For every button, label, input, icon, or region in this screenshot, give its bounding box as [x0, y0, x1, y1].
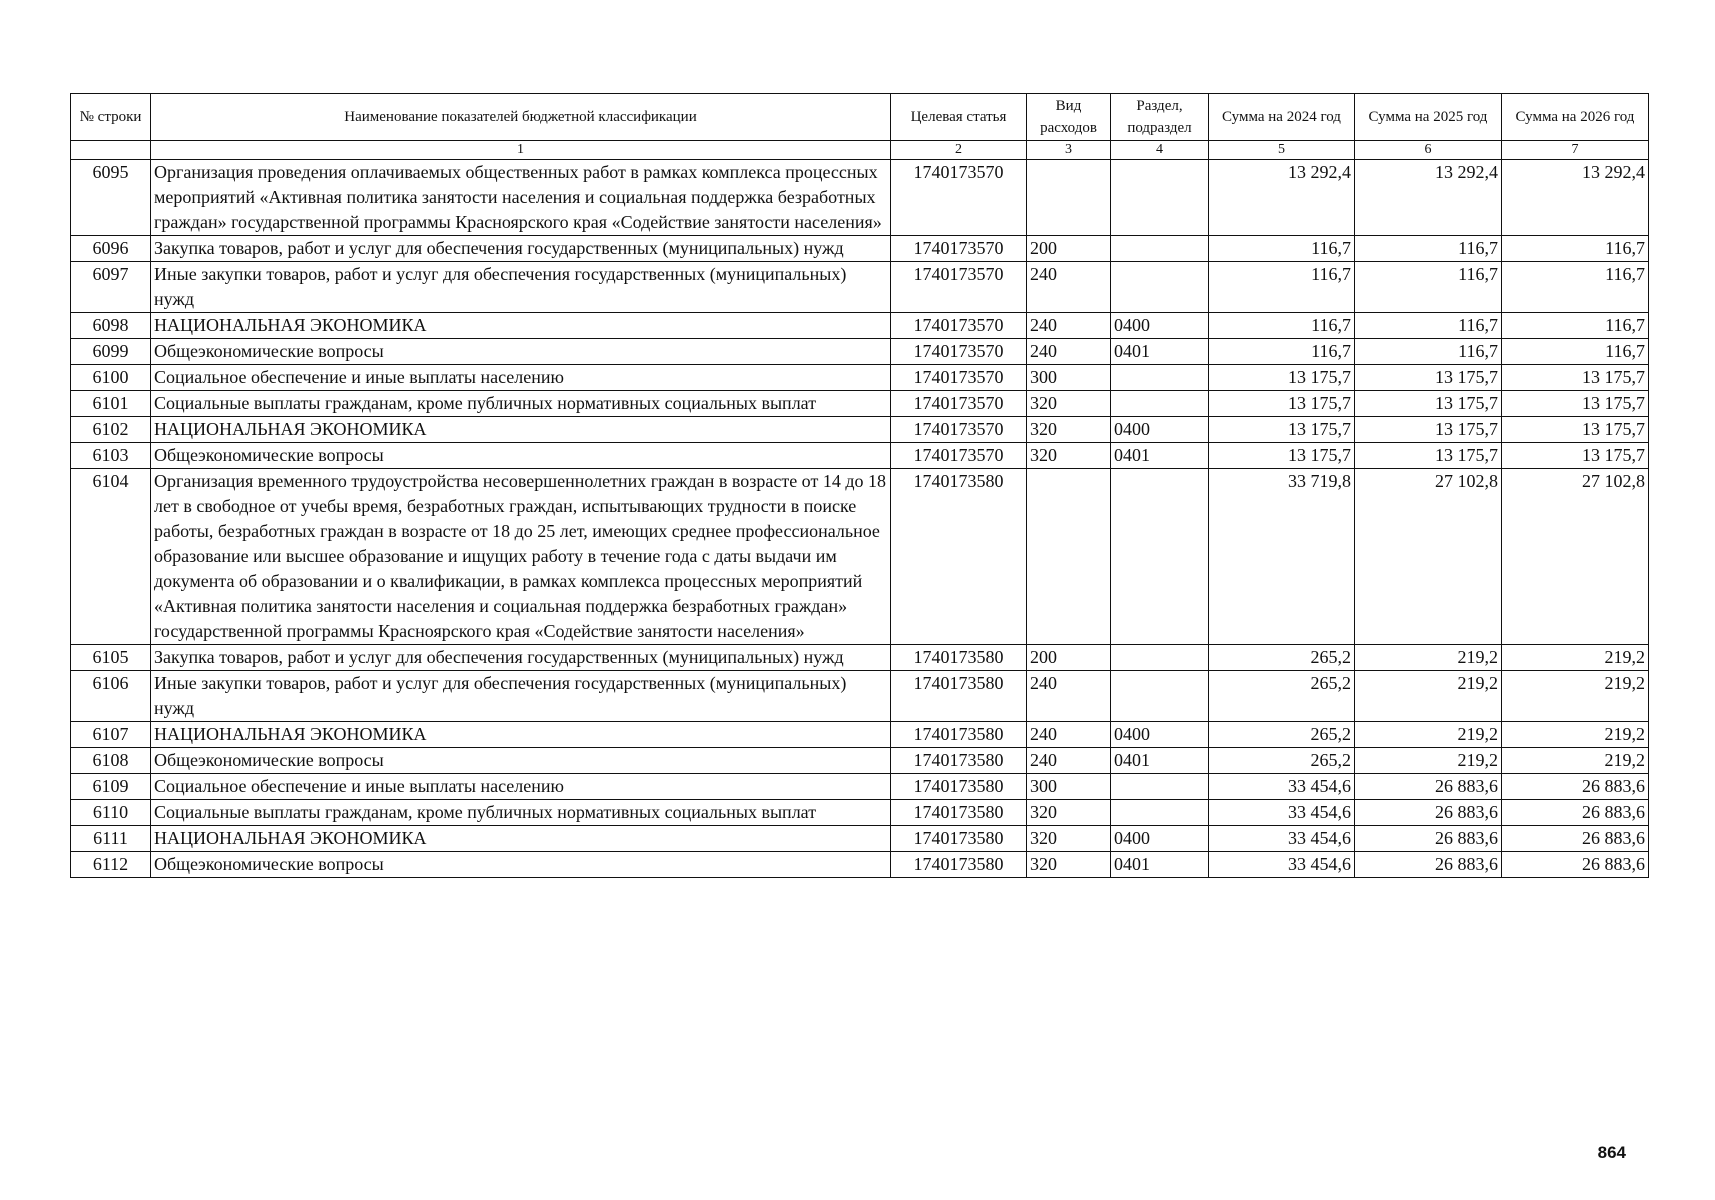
column-number: 6	[1355, 141, 1502, 160]
indicator-name-cell: Организация проведения оплачиваемых общественных работ в рамках комплекса процессных мероприятий «Активная политика занятости населения и социальная поддержка безработных граждан» государственной программы Красноярского края «Содействие занятости населения»	[151, 160, 891, 236]
expense-kind-cell: 240	[1027, 313, 1111, 339]
header-row-number: № строки	[71, 94, 151, 141]
indicator-name-cell: Закупка товаров, работ и услуг для обеспечения государственных (муниципальных) нужд	[151, 236, 891, 262]
target-article-cell: 1740173570	[891, 417, 1027, 443]
sum-2025-cell: 13 292,4	[1355, 160, 1502, 236]
sum-2026-cell: 219,2	[1502, 748, 1649, 774]
table-row	[71, 262, 1649, 313]
target-article-cell: 1740173580	[891, 722, 1027, 748]
table-row	[71, 469, 1649, 645]
target-article-cell: 1740173570	[891, 160, 1027, 236]
table-row	[71, 722, 1649, 748]
table-row	[71, 443, 1649, 469]
target-article-cell: 1740173570	[891, 339, 1027, 365]
table-row	[71, 645, 1649, 671]
sum-2025-cell: 27 102,8	[1355, 469, 1502, 645]
sum-2025-cell: 116,7	[1355, 236, 1502, 262]
expense-kind-cell: 200	[1027, 236, 1111, 262]
sum-2026-cell: 116,7	[1502, 313, 1649, 339]
row-number-cell: 6101	[71, 391, 151, 417]
section-cell: 0400	[1111, 722, 1209, 748]
row-number-cell: 6104	[71, 469, 151, 645]
indicator-name-cell: Закупка товаров, работ и услуг для обеспечения государственных (муниципальных) нужд	[151, 645, 891, 671]
sum-2024-cell: 265,2	[1209, 645, 1355, 671]
table-header	[71, 94, 1649, 160]
sum-2025-cell: 116,7	[1355, 262, 1502, 313]
header-sum-2026: Сумма на 2026 год	[1502, 94, 1649, 141]
target-article-cell: 1740173580	[891, 671, 1027, 722]
section-cell	[1111, 469, 1209, 645]
row-number-cell: 6105	[71, 645, 151, 671]
column-number: 1	[151, 141, 891, 160]
sum-2024-cell: 33 454,6	[1209, 774, 1355, 800]
expense-kind-cell: 320	[1027, 826, 1111, 852]
table-row	[71, 826, 1649, 852]
sum-2025-cell: 219,2	[1355, 671, 1502, 722]
sum-2025-cell: 26 883,6	[1355, 800, 1502, 826]
sum-2026-cell: 26 883,6	[1502, 826, 1649, 852]
sum-2025-cell: 13 175,7	[1355, 443, 1502, 469]
section-cell	[1111, 391, 1209, 417]
section-cell: 0401	[1111, 852, 1209, 878]
indicator-name-cell: Социальные выплаты гражданам, кроме публичных нормативных социальных выплат	[151, 800, 891, 826]
sum-2024-cell: 116,7	[1209, 236, 1355, 262]
row-number-cell: 6098	[71, 313, 151, 339]
expense-kind-cell: 320	[1027, 417, 1111, 443]
sum-2024-cell: 116,7	[1209, 313, 1355, 339]
indicator-name-cell: Общеэкономические вопросы	[151, 443, 891, 469]
table-row	[71, 236, 1649, 262]
sum-2024-cell: 13 175,7	[1209, 391, 1355, 417]
indicator-name-cell: Организация временного трудоустройства несовершеннолетних граждан в возрасте от 14 до 18 лет в свободное от учебы время, безработных граждан, испытывающих трудности в поиске работы, безработных граждан в возрасте от 18 до 25 лет, имеющих среднее профессиональное образование или высшее образование и ищущих работу в течение года с даты выдачи им документа об образовании и о квалификации, в рамках комплекса процессных мероприятий «Активная политика занятости населения и социальная поддержка безработных граждан» государственной программы Красноярского края «Содействие занятости населения»	[151, 469, 891, 645]
sum-2025-cell: 219,2	[1355, 645, 1502, 671]
sum-2024-cell: 116,7	[1209, 339, 1355, 365]
budget-classification-table	[70, 93, 1649, 878]
sum-2025-cell: 26 883,6	[1355, 826, 1502, 852]
expense-kind-cell: 240	[1027, 671, 1111, 722]
target-article-cell: 1740173570	[891, 365, 1027, 391]
sum-2025-cell: 116,7	[1355, 313, 1502, 339]
target-article-cell: 1740173580	[891, 852, 1027, 878]
sum-2024-cell: 116,7	[1209, 262, 1355, 313]
sum-2026-cell: 219,2	[1502, 645, 1649, 671]
sum-2026-cell: 219,2	[1502, 722, 1649, 748]
sum-2026-cell: 219,2	[1502, 671, 1649, 722]
target-article-cell: 1740173570	[891, 443, 1027, 469]
column-number: 3	[1027, 141, 1111, 160]
sum-2026-cell: 116,7	[1502, 339, 1649, 365]
sum-2026-cell: 13 175,7	[1502, 365, 1649, 391]
sum-2024-cell: 33 454,6	[1209, 826, 1355, 852]
section-cell	[1111, 774, 1209, 800]
target-article-cell: 1740173580	[891, 774, 1027, 800]
section-cell: 0400	[1111, 313, 1209, 339]
target-article-cell: 1740173580	[891, 826, 1027, 852]
section-cell: 0400	[1111, 417, 1209, 443]
table-row	[71, 671, 1649, 722]
sum-2025-cell: 26 883,6	[1355, 774, 1502, 800]
row-number-cell: 6109	[71, 774, 151, 800]
sum-2025-cell: 26 883,6	[1355, 852, 1502, 878]
header-sum-2024: Сумма на 2024 год	[1209, 94, 1355, 141]
sum-2026-cell: 26 883,6	[1502, 774, 1649, 800]
target-article-cell: 1740173570	[891, 313, 1027, 339]
indicator-name-cell: Общеэкономические вопросы	[151, 748, 891, 774]
indicator-name-cell: Социальные выплаты гражданам, кроме публичных нормативных социальных выплат	[151, 391, 891, 417]
sum-2024-cell: 13 292,4	[1209, 160, 1355, 236]
table-row	[71, 417, 1649, 443]
table-row	[71, 365, 1649, 391]
expense-kind-cell: 240	[1027, 262, 1111, 313]
row-number-cell: 6096	[71, 236, 151, 262]
indicator-name-cell: Иные закупки товаров, работ и услуг для обеспечения государственных (муниципальных) нужд	[151, 671, 891, 722]
expense-kind-cell: 240	[1027, 339, 1111, 365]
row-number-cell: 6106	[71, 671, 151, 722]
table-row	[71, 160, 1649, 236]
table-row	[71, 800, 1649, 826]
sum-2025-cell: 13 175,7	[1355, 365, 1502, 391]
sum-2025-cell: 13 175,7	[1355, 391, 1502, 417]
sum-2024-cell: 265,2	[1209, 671, 1355, 722]
sum-2026-cell: 13 175,7	[1502, 443, 1649, 469]
expense-kind-cell: 240	[1027, 722, 1111, 748]
sum-2024-cell: 33 454,6	[1209, 800, 1355, 826]
column-number: 2	[891, 141, 1027, 160]
sum-2025-cell: 219,2	[1355, 722, 1502, 748]
expense-kind-cell: 320	[1027, 800, 1111, 826]
section-cell	[1111, 160, 1209, 236]
table-row	[71, 774, 1649, 800]
row-number-cell: 6100	[71, 365, 151, 391]
column-number	[71, 141, 151, 160]
row-number-cell: 6108	[71, 748, 151, 774]
indicator-name-cell: НАЦИОНАЛЬНАЯ ЭКОНОМИКА	[151, 417, 891, 443]
indicator-name-cell: Иные закупки товаров, работ и услуг для обеспечения государственных (муниципальных) нужд	[151, 262, 891, 313]
sum-2026-cell: 13 175,7	[1502, 417, 1649, 443]
sum-2026-cell: 26 883,6	[1502, 800, 1649, 826]
expense-kind-cell: 320	[1027, 852, 1111, 878]
header-sum-2025: Сумма на 2025 год	[1355, 94, 1502, 141]
header-expense-kind: Вид расходов	[1027, 94, 1111, 141]
section-cell	[1111, 236, 1209, 262]
row-number-cell: 6102	[71, 417, 151, 443]
section-cell	[1111, 262, 1209, 313]
sum-2026-cell: 116,7	[1502, 236, 1649, 262]
target-article-cell: 1740173580	[891, 469, 1027, 645]
expense-kind-cell	[1027, 160, 1111, 236]
header-target-article: Целевая статья	[891, 94, 1027, 141]
column-number: 4	[1111, 141, 1209, 160]
target-article-cell: 1740173580	[891, 800, 1027, 826]
sum-2025-cell: 13 175,7	[1355, 417, 1502, 443]
sum-2026-cell: 13 175,7	[1502, 391, 1649, 417]
row-number-cell: 6097	[71, 262, 151, 313]
row-number-cell: 6103	[71, 443, 151, 469]
sum-2024-cell: 13 175,7	[1209, 443, 1355, 469]
section-cell	[1111, 645, 1209, 671]
indicator-name-cell: Социальное обеспечение и иные выплаты населению	[151, 774, 891, 800]
section-cell: 0401	[1111, 339, 1209, 365]
target-article-cell: 1740173580	[891, 748, 1027, 774]
table-row	[71, 748, 1649, 774]
sum-2024-cell: 13 175,7	[1209, 417, 1355, 443]
table-row	[71, 339, 1649, 365]
header-indicator-name: Наименование показателей бюджетной классификации	[151, 94, 891, 141]
page-number: 864	[1597, 1143, 1626, 1162]
row-number-cell: 6111	[71, 826, 151, 852]
section-cell: 0401	[1111, 748, 1209, 774]
expense-kind-cell: 240	[1027, 748, 1111, 774]
sum-2026-cell: 116,7	[1502, 262, 1649, 313]
target-article-cell: 1740173570	[891, 236, 1027, 262]
expense-kind-cell: 320	[1027, 391, 1111, 417]
sum-2024-cell: 33 719,8	[1209, 469, 1355, 645]
sum-2026-cell: 26 883,6	[1502, 852, 1649, 878]
table-row	[71, 313, 1649, 339]
sum-2024-cell: 265,2	[1209, 748, 1355, 774]
row-number-cell: 6112	[71, 852, 151, 878]
column-number: 5	[1209, 141, 1355, 160]
column-number: 7	[1502, 141, 1649, 160]
sum-2025-cell: 219,2	[1355, 748, 1502, 774]
row-number-cell: 6110	[71, 800, 151, 826]
header-section: Раздел, подраздел	[1111, 94, 1209, 141]
target-article-cell: 1740173580	[891, 645, 1027, 671]
row-number-cell: 6095	[71, 160, 151, 236]
section-cell: 0400	[1111, 826, 1209, 852]
expense-kind-cell	[1027, 469, 1111, 645]
indicator-name-cell: НАЦИОНАЛЬНАЯ ЭКОНОМИКА	[151, 313, 891, 339]
table-body	[71, 160, 1649, 878]
target-article-cell: 1740173570	[891, 262, 1027, 313]
sum-2026-cell: 27 102,8	[1502, 469, 1649, 645]
expense-kind-cell: 200	[1027, 645, 1111, 671]
expense-kind-cell: 300	[1027, 774, 1111, 800]
column-numbers-row	[71, 141, 1649, 160]
sum-2026-cell: 13 292,4	[1502, 160, 1649, 236]
sum-2024-cell: 33 454,6	[1209, 852, 1355, 878]
indicator-name-cell: Общеэкономические вопросы	[151, 339, 891, 365]
target-article-cell: 1740173570	[891, 391, 1027, 417]
sum-2024-cell: 13 175,7	[1209, 365, 1355, 391]
table-row	[71, 852, 1649, 878]
expense-kind-cell: 300	[1027, 365, 1111, 391]
section-cell	[1111, 800, 1209, 826]
indicator-name-cell: НАЦИОНАЛЬНАЯ ЭКОНОМИКА	[151, 722, 891, 748]
section-cell: 0401	[1111, 443, 1209, 469]
table-row	[71, 391, 1649, 417]
row-number-cell: 6099	[71, 339, 151, 365]
section-cell	[1111, 365, 1209, 391]
indicator-name-cell: НАЦИОНАЛЬНАЯ ЭКОНОМИКА	[151, 826, 891, 852]
section-cell	[1111, 671, 1209, 722]
sum-2024-cell: 265,2	[1209, 722, 1355, 748]
row-number-cell: 6107	[71, 722, 151, 748]
expense-kind-cell: 320	[1027, 443, 1111, 469]
indicator-name-cell: Общеэкономические вопросы	[151, 852, 891, 878]
indicator-name-cell: Социальное обеспечение и иные выплаты населению	[151, 365, 891, 391]
sum-2025-cell: 116,7	[1355, 339, 1502, 365]
